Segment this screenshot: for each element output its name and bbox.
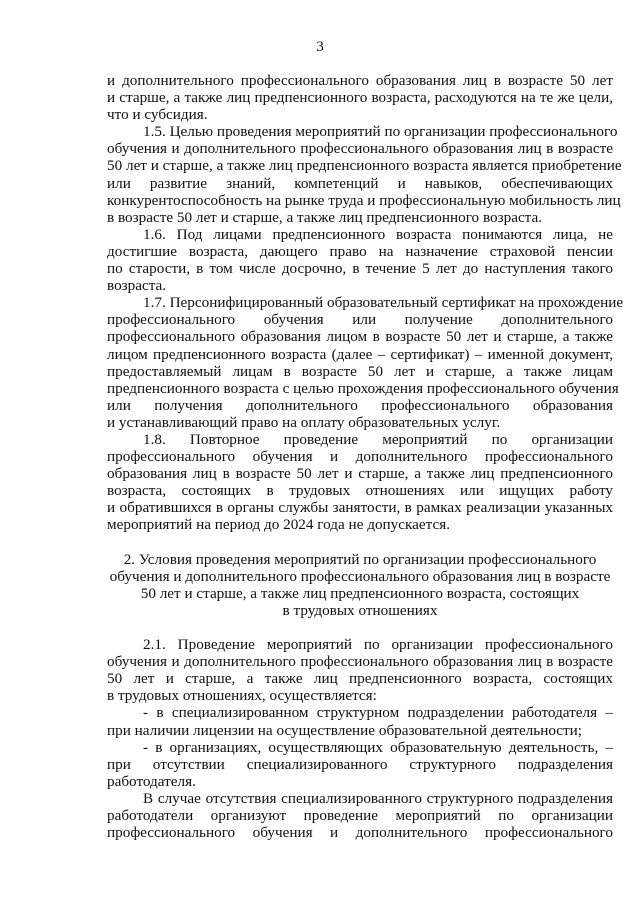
document-body [107,72,624,842]
paragraph-1-8-line: и обратившихся в органы службы занятости, в рамках реализации указанных [107,499,613,517]
paragraph-1-7-line: лицом предпенсионного возраста (далее – сертификат) – именной документ, [107,345,613,363]
text-line: что и субсидия. [107,106,208,124]
paragraph-1-5-line: обучения и дополнительного профессионального образования лиц в возрасте [107,140,613,158]
list-item-line: работодателя. [107,772,196,790]
spacer [107,619,613,636]
paragraph-1-7-line: и устанавливающий право на оплату образовательных услуг. [107,413,501,431]
section-2-heading-line: в трудовых отношениях [282,601,438,619]
list-item-line: - в организациях, осуществляющих образовательную деятельность, – [143,738,613,756]
paragraph-last-line: профессионального обучения и дополнительного профессионального [107,824,613,842]
page-number: 3 [316,38,324,55]
paragraph-last-line: В случае отсутствия специализированного структурного подразделения [143,789,613,807]
paragraph-2-1-line: обучения и дополнительного профессионального образования лиц в возрасте [107,653,613,671]
paragraph-1-8-line: возраста, состоящих в трудовых отношениях или ищущих работу [107,482,613,500]
paragraph-1-6-line: возраста. [107,277,167,295]
paragraph-1-7-line: или получения дополнительного профессионального образования [107,396,613,414]
paragraph-1-7-line: предоставляемый лицам в возрасте 50 лет и старше, а также лицам [107,362,613,380]
paragraph-1-7-line: профессионального обучения или получение дополнительного [107,311,613,329]
paragraph-1-5-line: в возрасте 50 лет и старше, а также лиц предпенсионного возраста. [107,208,543,226]
section-2-heading-line: обучения и дополнительного профессионального образования лиц в возрасте [109,567,611,585]
list-item-line: при наличии лицензии на осуществление образовательной деятельности; [107,721,583,739]
text-line: и старше, а также лиц предпенсионного возраста, расходуются на те же цели, [107,89,613,107]
paragraph-1-8-line: 1.8. Повторное проведение мероприятий по организации [143,430,613,448]
paragraph-2-1-line: 50 лет и старше, а также лиц предпенсионного возраста, состоящих [107,670,613,688]
spacer [107,534,613,551]
paragraph-1-7-line: 1.7. Персонифицированный образовательный сертификат на прохождение [143,294,624,312]
text-line: и дополнительного профессионального образования лиц в возрасте 50 лет [107,72,613,89]
paragraph-1-5-line: конкурентоспособность на рынке труда и профессиональную мобильность лиц [107,191,621,209]
paragraph-1-6-line: по старости, в том числе досрочно, в течение 5 лет до наступления такого [107,260,613,278]
section-2-heading-line: 2. Условия проведения мероприятий по организации профессионального [123,550,597,568]
paragraph-1-5-line: 50 лет и старше, а также лиц предпенсионного возраста является приобретение [107,157,622,175]
section-2-heading-line: 50 лет и старше, а также лиц предпенсионного возраста, состоящих [140,584,580,602]
paragraph-1-5-line: или развитие знаний, компетенций и навыков, обеспечивающих [107,174,613,192]
paragraph-1-8-line: образования лиц в возрасте 50 лет и старше, а также лиц предпенсионного [107,465,613,483]
paragraph-1-7-line: предпенсионного возраста с целью прохождения профессионального обучения [107,379,619,397]
list-item-line: - в специализированном структурном подразделении работодателя – [143,704,613,722]
paragraph-2-1-line: в трудовых отношениях, осуществляется: [107,687,377,705]
paragraph-1-8-line: профессионального обучения и дополнительного профессионального [107,448,613,466]
paragraph-1-6-line: 1.6. Под лицами предпенсионного возраста понимаются лица, не [143,225,613,243]
paragraph-2-1-line: 2.1. Проведение мероприятий по организации профессионального [143,636,613,654]
paragraph-last-line: работодатели организуют проведение мероприятий по организации [107,807,613,825]
paragraph-1-6-line: достигшие возраста, дающего право на назначение страховой пенсии [107,242,613,260]
paragraph-1-7-line: профессионального образования лицом в возрасте 50 лет и старше, а также [107,328,613,346]
paragraph-1-8-line: мероприятий на период до 2024 года не допускается. [107,516,450,534]
paragraph-1-5-line: 1.5. Целью проведения мероприятий по организации профессионального [143,123,618,141]
list-item-line: при отсутствии специализированного структурного подразделения [107,755,613,773]
